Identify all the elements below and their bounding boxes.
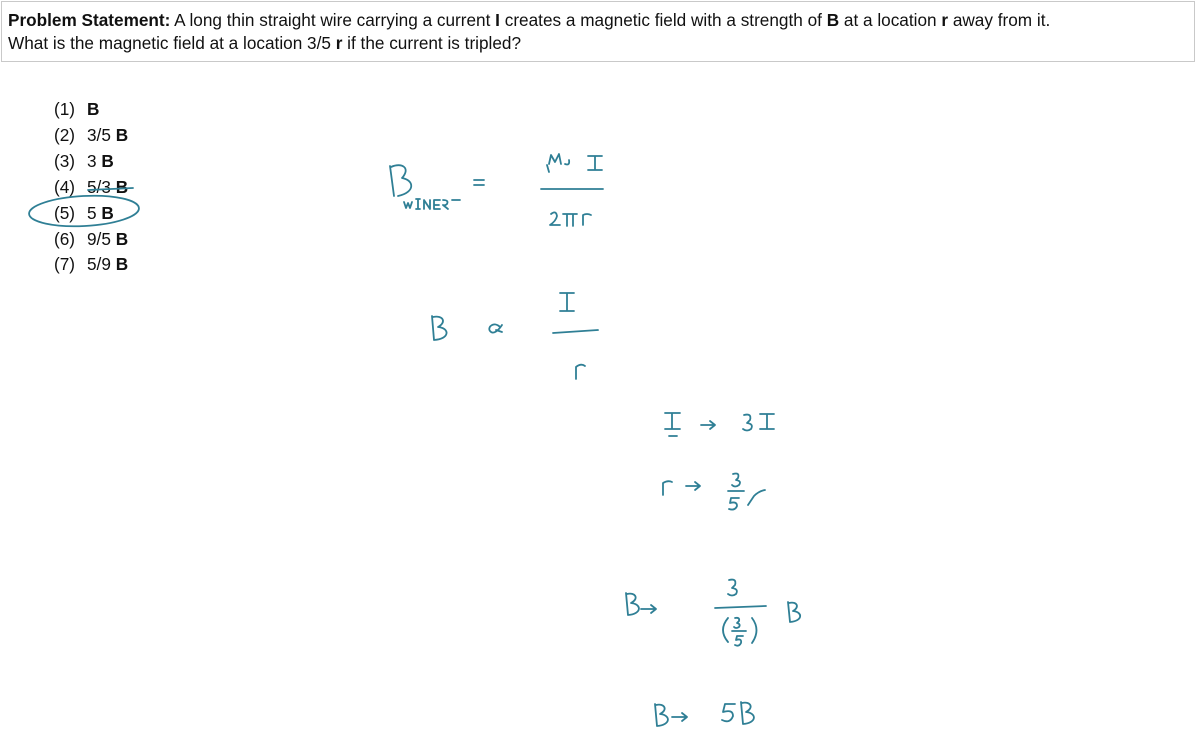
choice-number: (7) xyxy=(54,254,76,275)
step-final-answer xyxy=(655,702,754,726)
choice-coefficient: 3 xyxy=(87,150,97,171)
step-field-ratio xyxy=(626,580,800,646)
choice-2[interactable] xyxy=(54,123,128,149)
choice-number: (1) xyxy=(54,99,76,119)
choice-unit: B xyxy=(115,254,129,275)
problem-statement xyxy=(1,1,1195,62)
choice-unit: B xyxy=(115,124,129,145)
choice-unit: B xyxy=(115,176,129,197)
choice-coefficient: 5 xyxy=(87,202,97,223)
choice-3[interactable] xyxy=(54,149,128,175)
equation-b-wire xyxy=(390,154,603,226)
distance-symbol: r xyxy=(941,10,949,30)
problem-text: What is the magnetic field at a location 3/5 xyxy=(8,33,336,53)
choice-unit: B xyxy=(101,150,114,171)
choice-number: (4) xyxy=(54,176,76,197)
choice-coefficient: 5/3 xyxy=(87,176,111,197)
step-current-tripled xyxy=(665,413,774,436)
current-symbol: I xyxy=(495,10,500,30)
choice-coefficient: 5/9 xyxy=(87,254,111,275)
problem-line-2 xyxy=(8,32,1188,55)
choice-number: (2) xyxy=(54,124,76,145)
answer-choices xyxy=(54,97,128,278)
equation-proportional xyxy=(432,293,598,379)
choice-4[interactable] xyxy=(54,175,128,201)
distance-symbol: r xyxy=(335,33,343,53)
problem-text: creates a magnetic field with a strength of xyxy=(499,10,827,30)
field-symbol: B xyxy=(826,10,840,30)
choice-unit: B xyxy=(115,228,129,249)
choice-number: (5) xyxy=(54,202,76,223)
problem-text: away from it. xyxy=(948,10,1051,30)
problem-lead: Problem Statement: xyxy=(8,10,171,30)
choice-7[interactable] xyxy=(54,252,128,278)
choice-coefficient: 9/5 xyxy=(87,228,111,249)
choice-5[interactable] xyxy=(54,201,128,227)
problem-text: at a location xyxy=(839,10,942,30)
choice-unit: B xyxy=(87,99,100,119)
choice-number: (3) xyxy=(54,150,76,171)
problem-line-1 xyxy=(8,9,1188,32)
choice-unit: B xyxy=(101,202,114,223)
problem-text: if the current is tripled? xyxy=(342,33,522,53)
choice-coefficient: 3/5 xyxy=(87,124,111,145)
choice-1[interactable] xyxy=(54,97,128,123)
step-distance-scaled xyxy=(663,474,765,510)
choice-number: (6) xyxy=(54,228,76,249)
choice-6[interactable] xyxy=(54,227,128,253)
problem-text: A long thin straight wire carrying a current xyxy=(170,10,496,30)
